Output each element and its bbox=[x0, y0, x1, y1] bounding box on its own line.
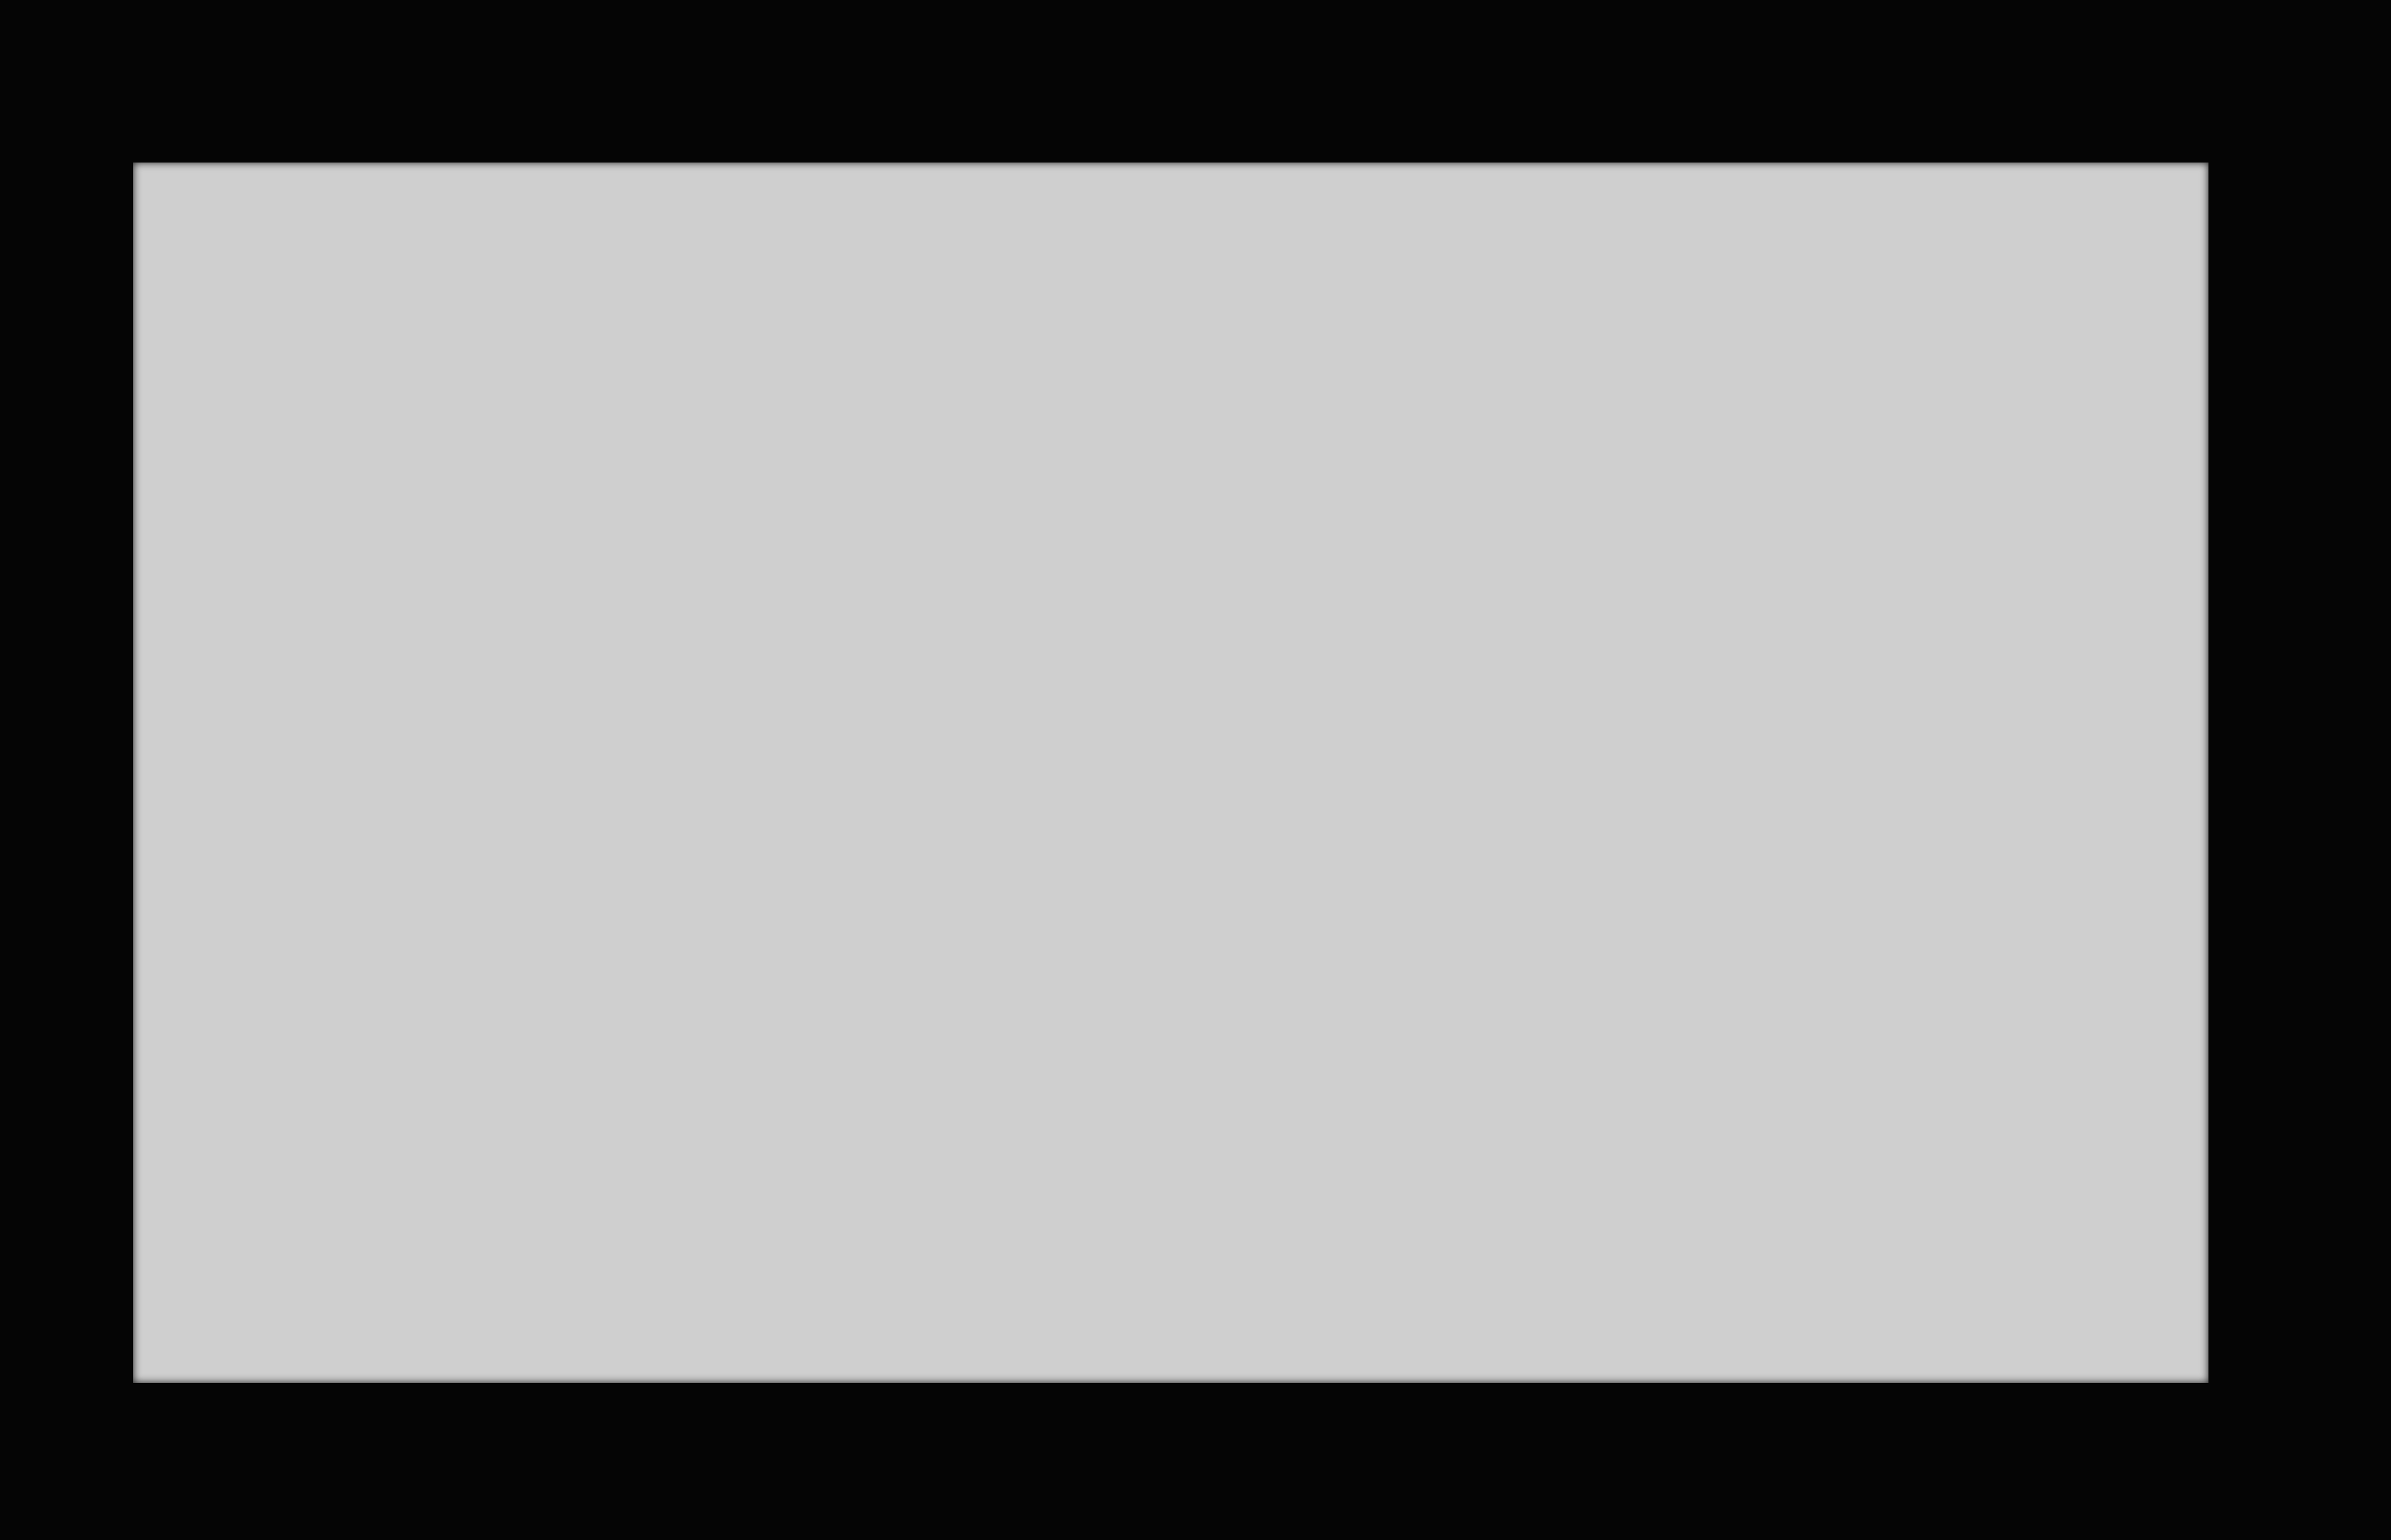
census-card bbox=[133, 163, 2208, 1383]
form-drawing bbox=[133, 163, 2208, 1383]
